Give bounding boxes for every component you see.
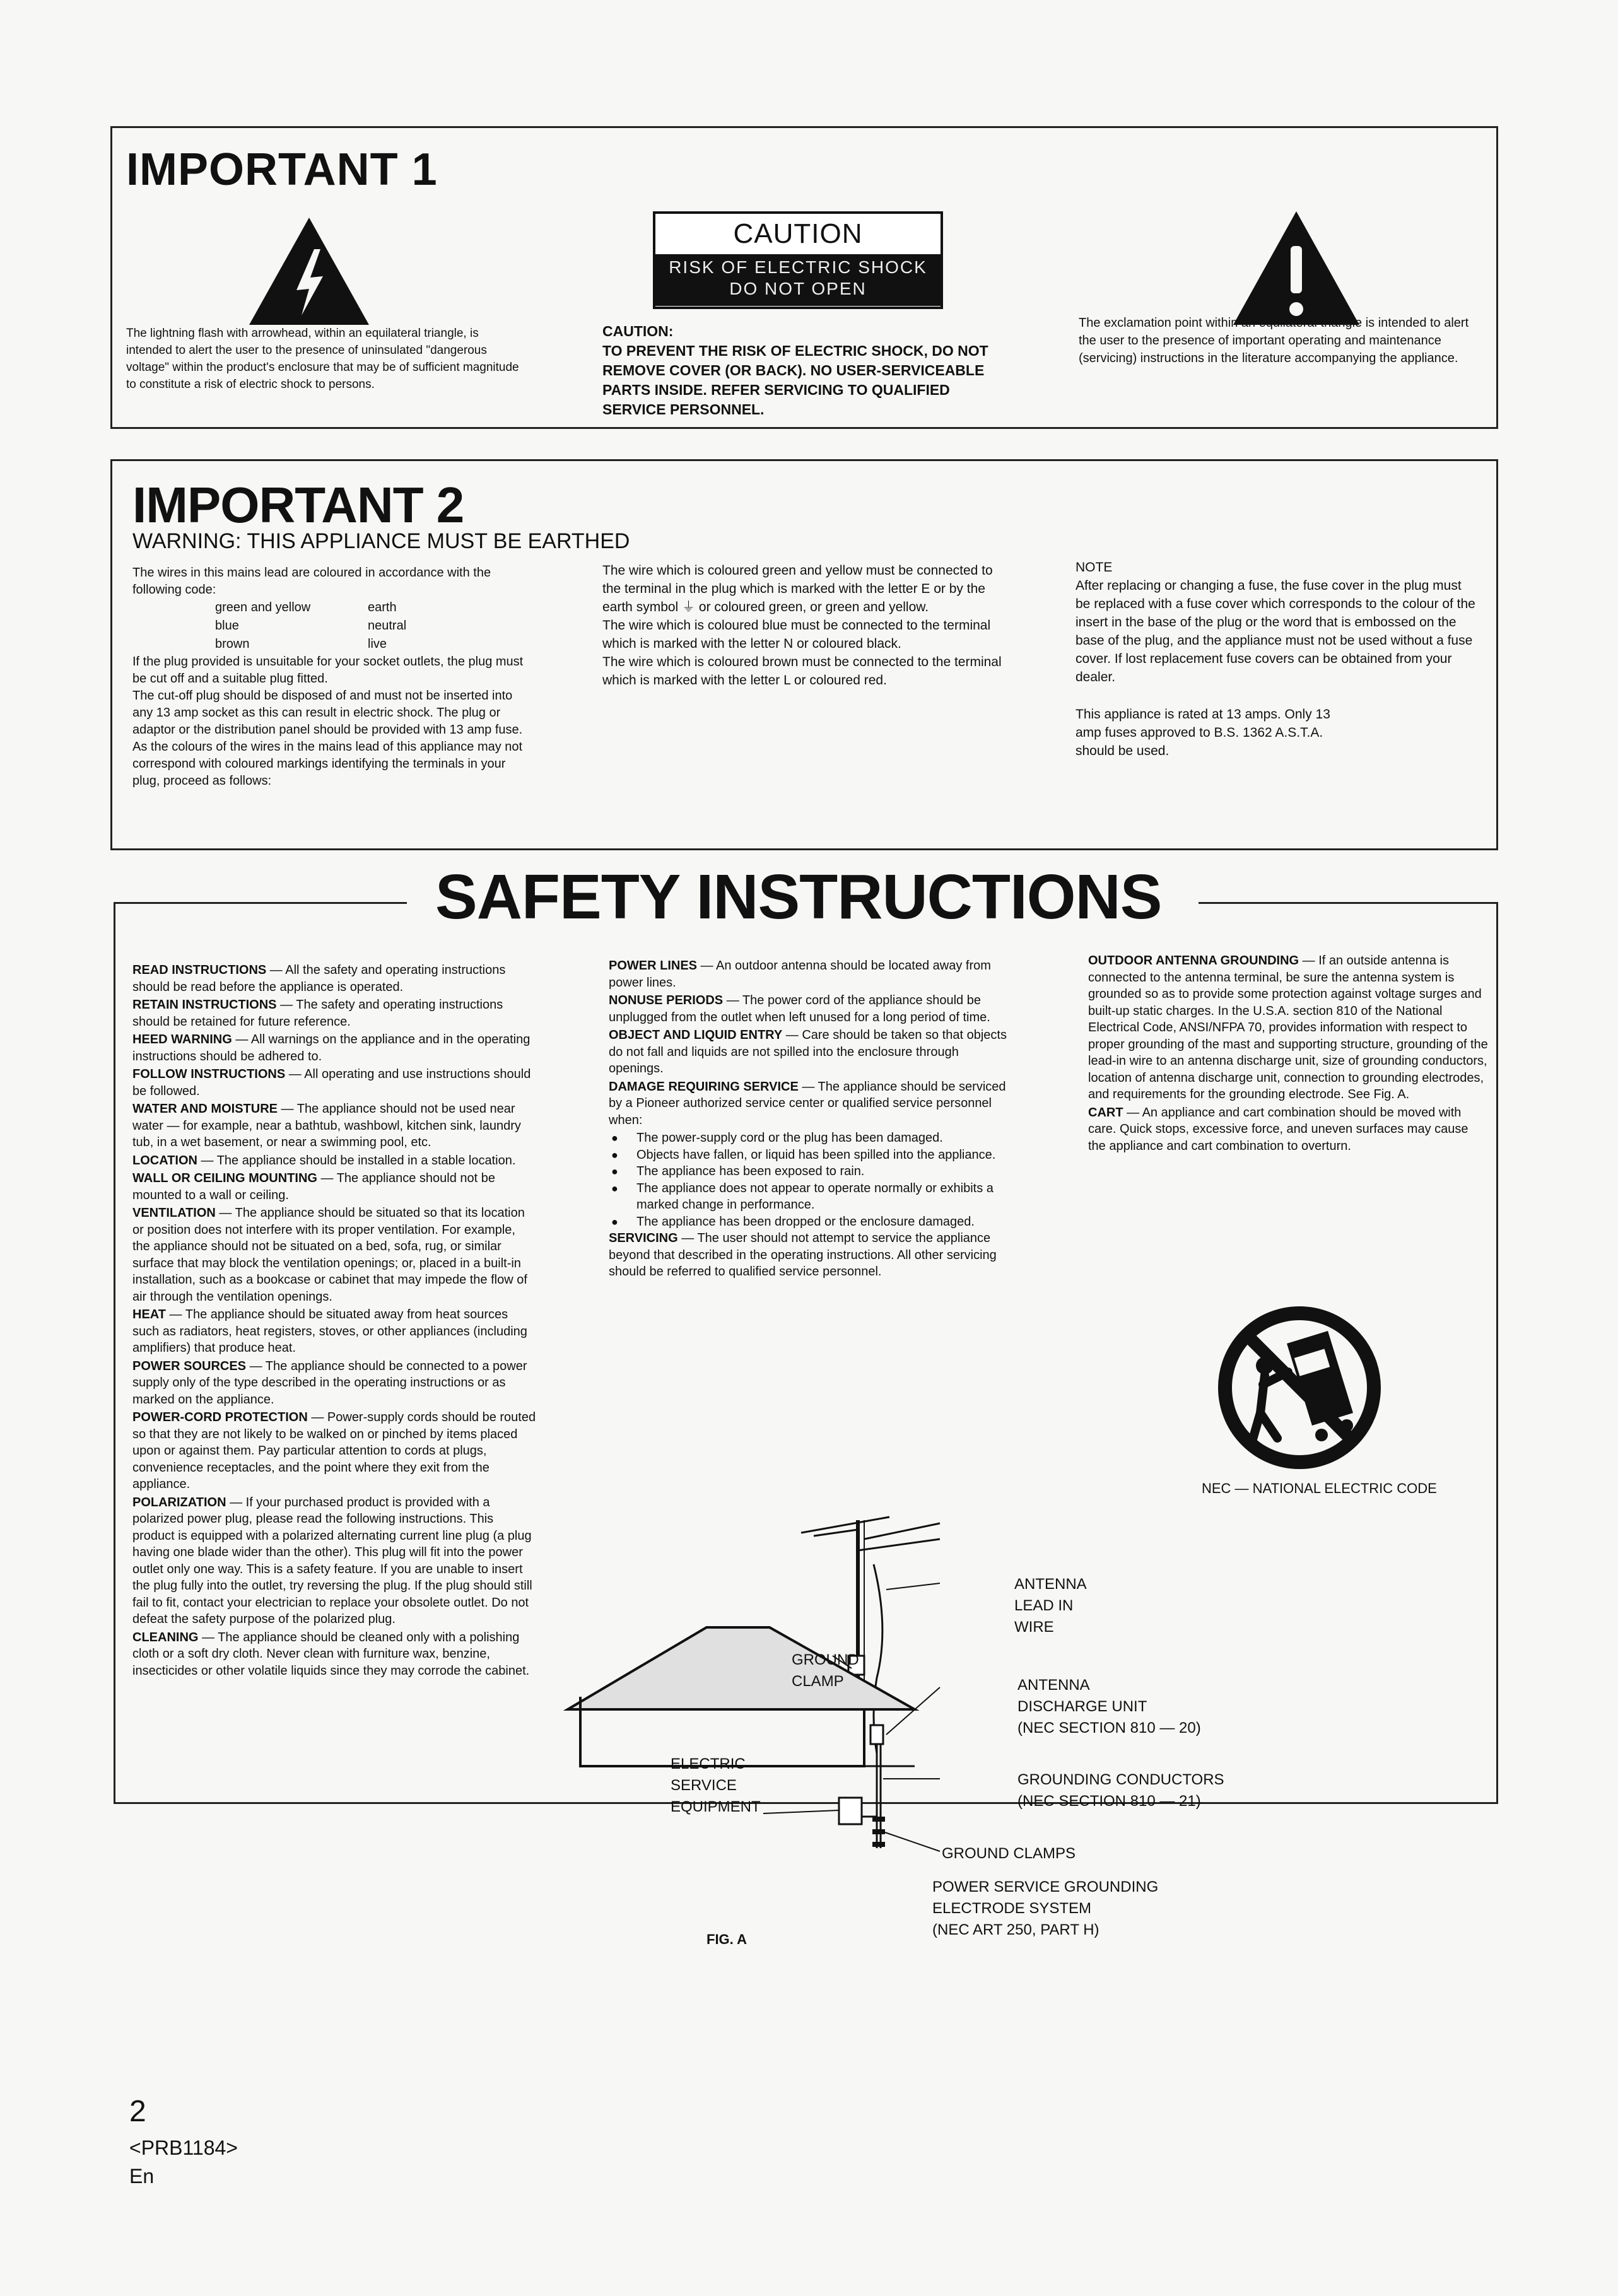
- instruction-entry: FOLLOW INSTRUCTIONS — All operating and use instructions should be followed.: [132, 1067, 531, 1098]
- instruction-entry: HEAT — The appliance should be situated away from heat sources such as radiators, heat registers, stoves, or other appliances (including amplifiers) that produce heat.: [132, 1308, 527, 1355]
- instruction-term: SERVICING: [609, 1231, 678, 1245]
- instruction-term: WALL OR CEILING MOUNTING: [132, 1171, 317, 1185]
- instruction-text: The appliance should not be mounted to a wall or ceiling.: [132, 1171, 496, 1202]
- label-ground-clamps: GROUND CLAMPS: [942, 1845, 1076, 1862]
- instruction-entry: NONUSE PERIODS — The power cord of the appliance should be unplugged from the outlet when left unused for a long period of time.: [609, 993, 990, 1024]
- label-antenna-lead-in: [1014, 1574, 1087, 1638]
- instruction-term: DAMAGE REQUIRING SERVICE: [609, 1079, 799, 1094]
- instruction-text: The safety and operating instructions should be retained for future reference.: [132, 998, 503, 1029]
- instruction-term: NONUSE PERIODS: [609, 993, 724, 1007]
- caution-sign: [653, 211, 943, 309]
- instruction-text: The appliance should be serviced by a Pioneer authorized service center or qualified service personnel when:: [609, 1079, 1006, 1127]
- important-1-title: IMPORTANT 1: [126, 144, 438, 195]
- instruction-text: The appliance should be situated away from heat sources such as radiators, heat registers, stoves, or other appliances (including amplifiers) that produce heat.: [132, 1308, 527, 1355]
- label-line: ANTENNA: [1014, 1576, 1087, 1593]
- caution-label: CAUTION:: [602, 323, 674, 339]
- instruction-term: POWER SOURCES: [132, 1359, 247, 1373]
- label-line: EQUIPMENT: [671, 1798, 761, 1815]
- instruction-text: An appliance and cart combination should be moved with care. Quick stops, excessive force, and uneven surfaces may cause the appliance and cart combination to overturn.: [1088, 1105, 1469, 1153]
- nec-caption: NEC — NATIONAL ELECTRIC CODE: [1202, 1480, 1437, 1496]
- lightning-description: The lightning flash with arrowhead, within an equilateral triangle, is intended to alert the user to the presence of uninsulated "dangerous voltage" within the product's enclosure that may be of sufficient magnitude to constitute a risk of electric shock to persons.: [126, 327, 519, 391]
- color-meaning: live: [368, 637, 387, 651]
- instruction-text: If an outside antenna is connected to the antenna terminal, be sure the antenna system is grounded so as to provide some protection against voltage surges and built-up static charges. In the U.S.A. section 810 of the National Electrical Code, ANSI/NFPA 70, provides information with respect to proper grounding of the mast and supporting structure, grounding of the lead-in wire to an antenna discharge unit, size of grounding conductors, location of antenna discharge unit, connection to grounding electrodes, and requirements for the grounding electrode. See Fig. A.: [1088, 954, 1488, 1101]
- instruction-entry: POWER SOURCES — The appliance should be connected to a power supply only of the type described in the operating instructions or as marked on the appliance.: [132, 1359, 527, 1407]
- caution-sign-warning: [655, 254, 941, 306]
- instruction-term: CART: [1088, 1105, 1123, 1120]
- important-2-title: IMPORTANT 2: [132, 477, 464, 533]
- damage-bullet: ● The appliance has been exposed to rain.: [609, 1163, 1012, 1180]
- important-2-col-3: [1076, 558, 1479, 760]
- exclamation-warning-icon: [1230, 208, 1363, 328]
- color-row: [214, 635, 407, 653]
- instruction-text: All warnings on the appliance and in the operating instructions should be adhered to.: [132, 1033, 531, 1063]
- instruction-entry: CLEANING — The appliance should be cleaned only with a polishing cloth or a soft dry cloth. Never clean with furniture wax, benzine, insecticides or other volatile liquids since they may corrode the cabinet.: [132, 1630, 530, 1678]
- label-line: (NEC SECTION 810 — 20): [1017, 1719, 1201, 1737]
- lightning-warning-icon: [246, 214, 372, 328]
- instruction-term: POLARIZATION: [132, 1495, 226, 1509]
- label-line: SERVICE: [671, 1777, 737, 1794]
- damage-bullet: ● Objects have fallen, or liquid has been spilled into the appliance.: [609, 1147, 1012, 1164]
- label-discharge-unit: [1017, 1675, 1201, 1739]
- instruction-entry: LOCATION — The appliance should be installed in a stable location.: [132, 1153, 516, 1168]
- label-line: ELECTRODE SYSTEM: [932, 1900, 1092, 1917]
- fuse-note-text: After replacing or changing a fuse, the fuse cover in the plug must be replaced with a fuse cover which corresponds to the colour of the insert in the base of the plug or the word that is embossed on the base of the plug, and the appliance must not be used without a fuse cover. If lost replacement fuse covers can be obtained from your dealer.: [1076, 578, 1475, 684]
- color-name: green and yellow: [215, 600, 311, 614]
- instruction-entry: READ INSTRUCTIONS — All the safety and operating instructions should be read before the appliance is operated.: [132, 963, 506, 994]
- instruction-term: OUTDOOR ANTENNA GROUNDING: [1088, 954, 1299, 968]
- instruction-entry: WALL OR CEILING MOUNTING — The appliance should not be mounted to a wall or ceiling.: [132, 1171, 496, 1202]
- instruction-term: POWER LINES: [609, 959, 698, 973]
- label-service-equipment: [671, 1754, 761, 1818]
- label-line: POWER SERVICE GROUNDING: [932, 1878, 1159, 1895]
- important-2-col-2: [602, 561, 1006, 689]
- instruction-entry: DAMAGE REQUIRING SERVICE — The appliance should be serviced by a Pioneer authorized service center or qualified service personnel when:: [609, 1079, 1006, 1127]
- label-line: ELECTRIC: [671, 1755, 746, 1772]
- wire-code-intro: The wires in this mains lead are coloured in accordance with the following code:: [132, 566, 491, 597]
- instruction-text: All operating and use instructions should be followed.: [132, 1067, 531, 1098]
- instruction-text: The appliance should not be used near water — for example, near a bathtub, washbowl, kitchen sink, laundry tub, in a wet basement, or near a swimming pool, etc.: [132, 1102, 521, 1149]
- damage-bullet: ● The appliance does not appear to operate normally or exhibits a marked change in performance.: [609, 1180, 1012, 1214]
- exclamation-description: The exclamation point within an equilateral triangle is intended to alert the user to the presence of important operating and maintenance (servicing) instructions in the literature accompanying the appliance.: [1079, 316, 1469, 365]
- color-meaning: neutral: [368, 619, 407, 633]
- label-line: DISCHARGE UNIT: [1017, 1698, 1147, 1715]
- damage-bullet: ● The power-supply cord or the plug has been damaged.: [609, 1130, 1012, 1147]
- label-line: CLAMP: [792, 1673, 844, 1690]
- page-number: 2: [129, 2095, 146, 2128]
- note-label: NOTE: [1076, 560, 1113, 575]
- color-name: blue: [215, 619, 239, 633]
- caution-text-block: [602, 322, 1006, 419]
- safety-col-2: [609, 958, 1012, 1282]
- label-ground-clamp: [792, 1649, 859, 1692]
- instruction-entry: OUTDOOR ANTENNA GROUNDING — If an outside antenna is connected to the antenna terminal, be sure the antenna system is grounded so as to provide some protection against voltage surges and built-up static charges. In the U.S.A. section 810 of the National Electrical Code, ANSI/NFPA 70, provides information with respect to proper grounding of the mast and supporting structure, grounding of the lead-in wire to an antenna discharge unit, size of grounding conductors, location of antenna discharge unit, connection to grounding electrodes, and requirements for the grounding electrode. See Fig. A.: [1088, 954, 1488, 1101]
- instruction-term: HEAT: [132, 1308, 166, 1321]
- safety-title-rule-left: [114, 902, 407, 904]
- instruction-entry: OBJECT AND LIQUID ENTRY — Care should be taken so that objects do not fall and liquids are not spilled into the enclosure through openings.: [609, 1028, 1007, 1075]
- language-code: En: [129, 2165, 155, 2188]
- instruction-text: Power-supply cords should be routed so that they are not likely to be walked on or pinched by items placed upon or against them. Pay particular attention to cords at plugs, convenience receptacles, and the point where they exit from the appliance.: [132, 1410, 536, 1491]
- instruction-term: LOCATION: [132, 1153, 197, 1168]
- instruction-text: The user should not attempt to service the appliance beyond that described in the operating instructions. All other servicing should be referred to qualified service personnel.: [609, 1231, 997, 1279]
- damage-bullet: ● The appliance has been dropped or the enclosure damaged.: [609, 1214, 1012, 1231]
- instruction-term: HEED WARNING: [132, 1033, 232, 1046]
- instruction-term: OBJECT AND LIQUID ENTRY: [609, 1028, 783, 1042]
- safety-col-1: [132, 962, 536, 1680]
- label-line: GROUNDING CONDUCTORS: [1017, 1771, 1224, 1788]
- instruction-entry: HEED WARNING — All warnings on the appliance and in the operating instructions should be adhered to.: [132, 1033, 531, 1063]
- safety-title: SAFETY INSTRUCTIONS: [435, 862, 1162, 932]
- label-line: ANTENNA: [1017, 1677, 1090, 1694]
- label-line: GROUND: [792, 1651, 859, 1668]
- instruction-entry: POLARIZATION — If your purchased product is provided with a polarized power plug, please read the following instructions. This product is equipped with a polarized alternating current line plug (a plug having one blade wider than the other). This plug will fit into the power outlet only one way. This is a safety feature. If you are unable to insert the plug fully into the outlet, try reversing the plug. If the plug should still fail to fit, contact your electrician to replace your obsolete outlet. Do not defeat the safety purpose of the polarized plug.: [132, 1495, 532, 1626]
- caution-sign-title: CAUTION: [733, 218, 863, 249]
- instruction-term: READ INSTRUCTIONS: [132, 963, 267, 977]
- instruction-text: All the safety and operating instructions should be read before the appliance is operated.: [132, 963, 506, 994]
- instruction-text: The appliance should be situated so that its location or position does not interfere with its proper ventilation. For example, the appliance should not be situated on a bed, sofa, rug, or similar surface that may block the ventilation openings; or, placed in a built-in installation, such as a bookcase or cabinet that may impede the flow of air through the ventilation openings.: [132, 1206, 527, 1304]
- label-line: (NEC ART 250, PART H): [932, 1921, 1099, 1938]
- wire-color-code-table: [214, 599, 407, 653]
- document-code: <PRB1184>: [129, 2136, 238, 2159]
- instruction-entry: POWER-CORD PROTECTION — Power-supply cords should be routed so that they are not likely to be walked on or pinched by items placed upon or against them. Pay particular attention to cords at plugs, convenience receptacles, and the point where they exit from the appliance.: [132, 1410, 536, 1491]
- label-line: LEAD IN: [1014, 1597, 1074, 1614]
- label-grounding-conductors: [1017, 1769, 1224, 1812]
- label-line: (NEC SECTION 810 — 21): [1017, 1793, 1201, 1810]
- rating-text: This appliance is rated at 13 amps. Only 13 amp fuses approved to B.S. 1362 A.S.T.A. should be used.: [1076, 707, 1330, 758]
- instruction-term: FOLLOW INSTRUCTIONS: [132, 1067, 286, 1081]
- figure-caption: FIG. A: [706, 1931, 747, 1947]
- color-row: [214, 617, 407, 635]
- safety-col-3: [1088, 952, 1489, 1156]
- instruction-text: The appliance should be connected to a power supply only of the type described in the operating instructions or as marked on the appliance.: [132, 1359, 527, 1407]
- instruction-entry: POWER LINES — An outdoor antenna should be located away from power lines.: [609, 959, 991, 990]
- instruction-term: CLEANING: [132, 1630, 199, 1644]
- label-electrode-system: [932, 1877, 1158, 1941]
- caution-sign-line-2: DO NOT OPEN: [729, 279, 867, 298]
- green-yellow-wire-text: The wire which is coloured green and yellow must be connected to the terminal in the plug which is marked with the letter E or by the earth symbol ⏚ or coloured green, or green and yellow.: [602, 563, 993, 614]
- color-name: brown: [215, 637, 250, 651]
- instruction-text: The appliance should be cleaned only with a polishing cloth or a soft dry cloth. Never clean with furniture wax, benzine, insecticides or other volatile liquids since they may corrode the cabinet.: [132, 1630, 530, 1678]
- cut-off-plug-text: The cut-off plug should be disposed of and must not be inserted into any 13 amp socket as this can result in electric shock. The plug or adaptor or the distribution panel should be provided with 13 amp fuse. As the colours of the wires in the mains lead of this appliance may not correspond with coloured markings identifying the terminals in your plug, proceed as follows:: [132, 689, 523, 788]
- instruction-text: Care should be taken so that objects do not fall and liquids are not spilled into the enclosure through openings.: [609, 1028, 1007, 1075]
- caution-text: TO PREVENT THE RISK OF ELECTRIC SHOCK, DO NOT REMOVE COVER (OR BACK). NO USER-SERVICEABLE PARTS INSIDE. REFER SERVICING TO QUALIFIED SERVICE PERSONNEL.: [602, 343, 988, 418]
- safety-title-rule-right: [1199, 902, 1498, 904]
- brown-wire-text: The wire which is coloured brown must be connected to the terminal which is marked with the letter L or coloured red.: [602, 655, 1002, 688]
- instruction-entry: SERVICING — The user should not attempt to service the appliance beyond that described in the operating instructions. All other servicing should be referred to qualified service personnel.: [609, 1231, 997, 1279]
- label-line: WIRE: [1014, 1619, 1054, 1636]
- color-meaning: earth: [368, 600, 397, 614]
- instruction-term: POWER-CORD PROTECTION: [132, 1410, 308, 1424]
- instruction-text: The power cord of the appliance should be unplugged from the outlet when left unused for a long period of time.: [609, 993, 990, 1024]
- instruction-entry: CART — An appliance and cart combination should be moved with care. Quick stops, excessive force, and uneven surfaces may cause the appliance and cart combination to overturn.: [1088, 1105, 1469, 1153]
- color-row: [214, 599, 407, 617]
- plug-unsuitable-text: If the plug provided is unsuitable for your socket outlets, the plug must be cut off and a suitable plug fitted.: [132, 655, 524, 686]
- instruction-text: The appliance should be installed in a stable location.: [216, 1153, 516, 1168]
- caution-sign-line-1: RISK OF ELECTRIC SHOCK: [669, 257, 927, 277]
- instruction-term: RETAIN INSTRUCTIONS: [132, 998, 277, 1012]
- instruction-term: WATER AND MOISTURE: [132, 1102, 278, 1116]
- instruction-entry: VENTILATION — The appliance should be situated so that its location or position does not interfere with its proper ventilation. For example, the appliance should not be situated on a bed, sofa, rug, or similar surface that may block the ventilation openings; or, placed in a built-in installation, such as a bookcase or cabinet that may impede the flow of air through the ventilation openings.: [132, 1206, 527, 1304]
- cart-tip-over-icon: [1217, 1306, 1381, 1470]
- instruction-term: VENTILATION: [132, 1206, 216, 1220]
- blue-wire-text: The wire which is coloured blue must be connected to the terminal which is marked with the letter N or coloured black.: [602, 618, 991, 651]
- instruction-text: If your purchased product is provided with a polarized power plug, please read the following instructions. This product is equipped with a polarized alternating current line plug (a plug having one blade wider than the other). This plug will fit into the power outlet only one way. This is a safety feature. If you are unable to insert the plug fully into the outlet, try reversing the plug. If the plug should still fail to fit, contact your electrician to replace your obsolete outlet. Do not defeat the safety purpose of the polarized plug.: [132, 1495, 532, 1626]
- instruction-entry: WATER AND MOISTURE — The appliance should not be used near water — for example, near a bathtub, washbowl, kitchen sink, laundry tub, in a wet basement, or near a swimming pool, etc.: [132, 1102, 521, 1149]
- instruction-text: An outdoor antenna should be located away from power lines.: [609, 959, 991, 990]
- important-2-col-1: [132, 565, 536, 790]
- instruction-entry: RETAIN INSTRUCTIONS — The safety and operating instructions should be retained for future reference.: [132, 998, 503, 1029]
- warning-earthed: WARNING: THIS APPLIANCE MUST BE EARTHED: [132, 529, 630, 553]
